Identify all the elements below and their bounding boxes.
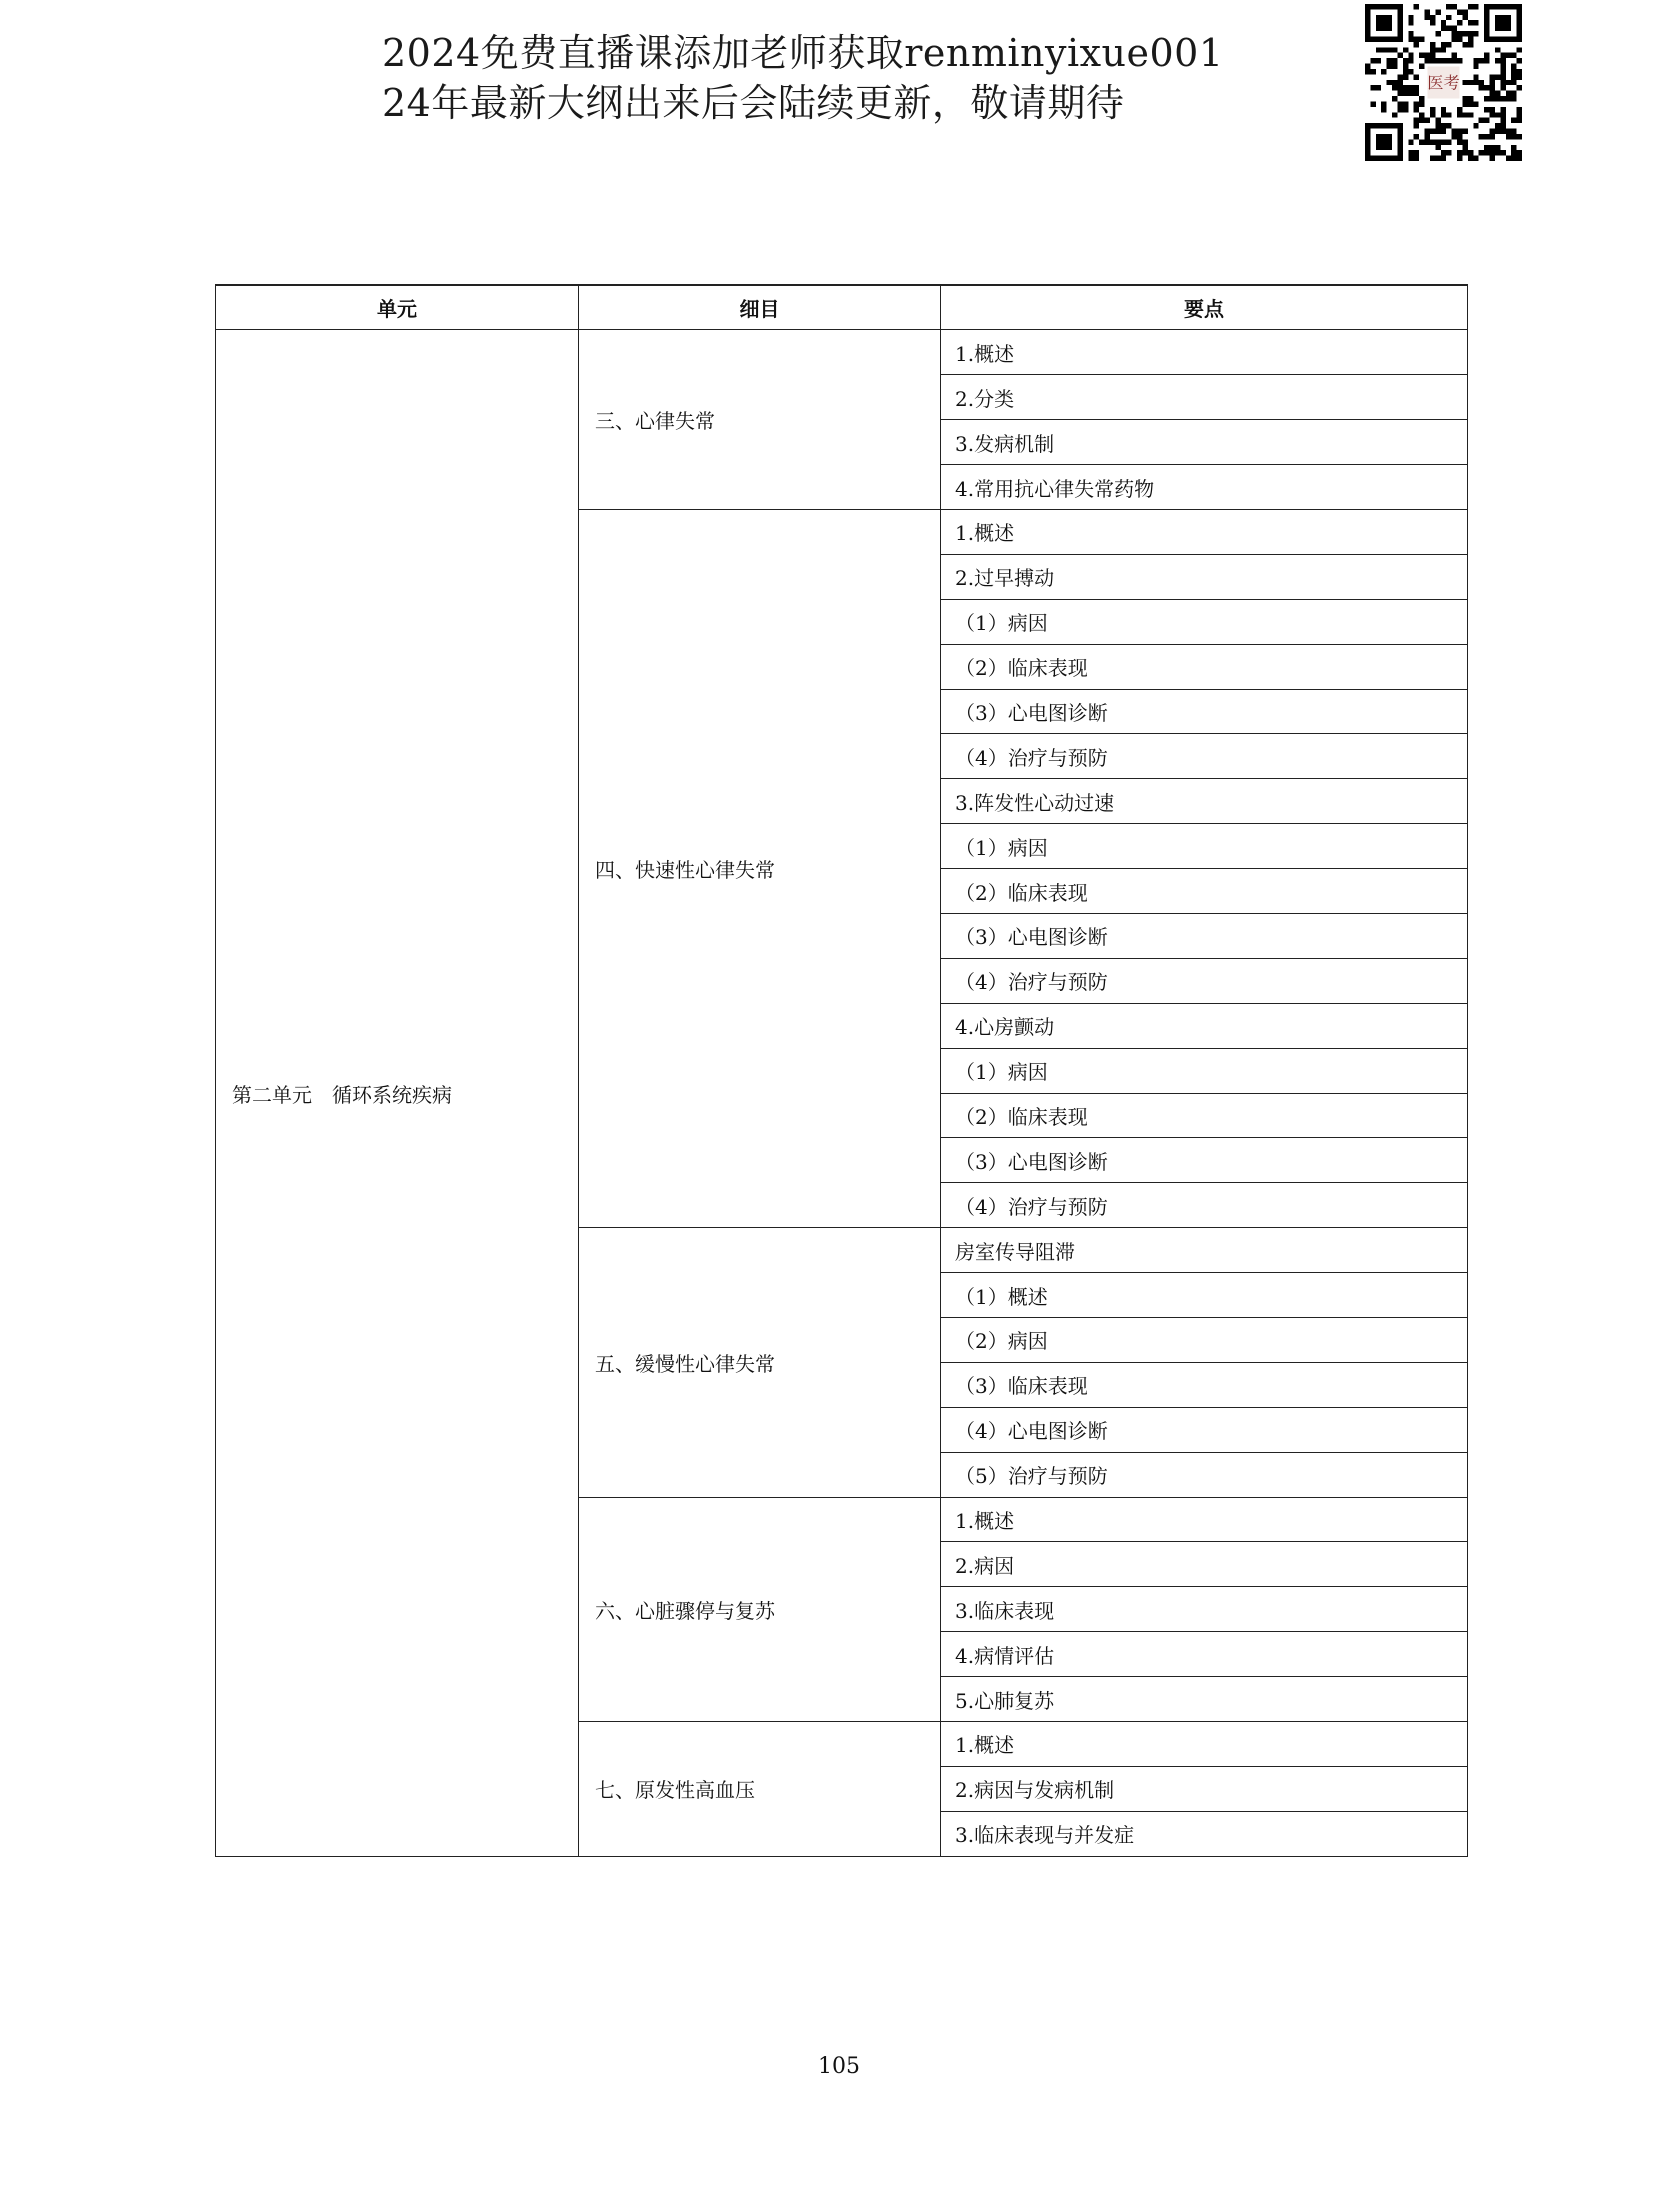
point-cell: 3.阵发性心动过速 bbox=[941, 779, 1468, 824]
point-cell: 4.常用抗心律失常药物 bbox=[941, 465, 1468, 510]
point-cell: 房室传导阻滞 bbox=[941, 1228, 1468, 1273]
point-cell: 2.病因与发病机制 bbox=[941, 1766, 1468, 1811]
point-cell: （1）概述 bbox=[941, 1273, 1468, 1318]
point-cell: （4）治疗与预防 bbox=[941, 1183, 1468, 1228]
point-cell: （1）病因 bbox=[941, 1048, 1468, 1093]
point-cell: （2）临床表现 bbox=[941, 1093, 1468, 1138]
header-banner bbox=[382, 28, 1224, 128]
point-cell: （4）心电图诊断 bbox=[941, 1407, 1468, 1452]
qr-code-icon bbox=[1365, 4, 1522, 161]
banner-line-1: 2024免费直播课添加老师获取renminyixue001 bbox=[382, 31, 1224, 75]
item-cell: 三、心律失常 bbox=[579, 330, 941, 510]
header-points: 要点 bbox=[941, 285, 1468, 330]
point-cell: 5.心肺复苏 bbox=[941, 1677, 1468, 1722]
point-cell: （2）临床表现 bbox=[941, 869, 1468, 914]
syllabus-table bbox=[215, 284, 1468, 1857]
header-item: 细目 bbox=[579, 285, 941, 330]
point-cell: （1）病因 bbox=[941, 824, 1468, 869]
point-cell: 2.分类 bbox=[941, 375, 1468, 420]
point-cell: （4）治疗与预防 bbox=[941, 958, 1468, 1003]
item-cell: 四、快速性心律失常 bbox=[579, 509, 941, 1227]
item-cell: 五、缓慢性心律失常 bbox=[579, 1228, 941, 1497]
point-cell: （2）临床表现 bbox=[941, 644, 1468, 689]
point-cell: （5）治疗与预防 bbox=[941, 1452, 1468, 1497]
point-cell: 2.病因 bbox=[941, 1542, 1468, 1587]
point-cell: （4）治疗与预防 bbox=[941, 734, 1468, 779]
header-unit: 单元 bbox=[216, 285, 579, 330]
table-header-row bbox=[216, 285, 1468, 330]
point-cell: 2.过早搏动 bbox=[941, 554, 1468, 599]
point-cell: 3.临床表现与并发症 bbox=[941, 1811, 1468, 1856]
page-number: 105 bbox=[818, 2054, 860, 2079]
item-cell: 六、心脏骤停与复苏 bbox=[579, 1497, 941, 1721]
point-cell: 4.心房颤动 bbox=[941, 1003, 1468, 1048]
point-cell: 1.概述 bbox=[941, 509, 1468, 554]
point-cell: （3）心电图诊断 bbox=[941, 1138, 1468, 1183]
point-cell: （2）病因 bbox=[941, 1317, 1468, 1362]
qr-center-logo: 医考 bbox=[1427, 73, 1460, 93]
banner-line-2: 24年最新大纲出来后会陆续更新，敬请期待 bbox=[382, 81, 1125, 125]
point-cell: 1.概述 bbox=[941, 330, 1468, 375]
point-cell: 4.病情评估 bbox=[941, 1632, 1468, 1677]
table-row bbox=[216, 330, 1468, 375]
item-cell: 七、原发性高血压 bbox=[579, 1722, 941, 1857]
point-cell: （3）心电图诊断 bbox=[941, 913, 1468, 958]
point-cell: （1）病因 bbox=[941, 599, 1468, 644]
point-cell: （3）心电图诊断 bbox=[941, 689, 1468, 734]
point-cell: 3.临床表现 bbox=[941, 1587, 1468, 1632]
point-cell: 1.概述 bbox=[941, 1722, 1468, 1767]
point-cell: （3）临床表现 bbox=[941, 1362, 1468, 1407]
point-cell: 1.概述 bbox=[941, 1497, 1468, 1542]
point-cell: 3.发病机制 bbox=[941, 420, 1468, 465]
unit-cell: 第二单元 循环系统疾病 bbox=[216, 330, 579, 1856]
